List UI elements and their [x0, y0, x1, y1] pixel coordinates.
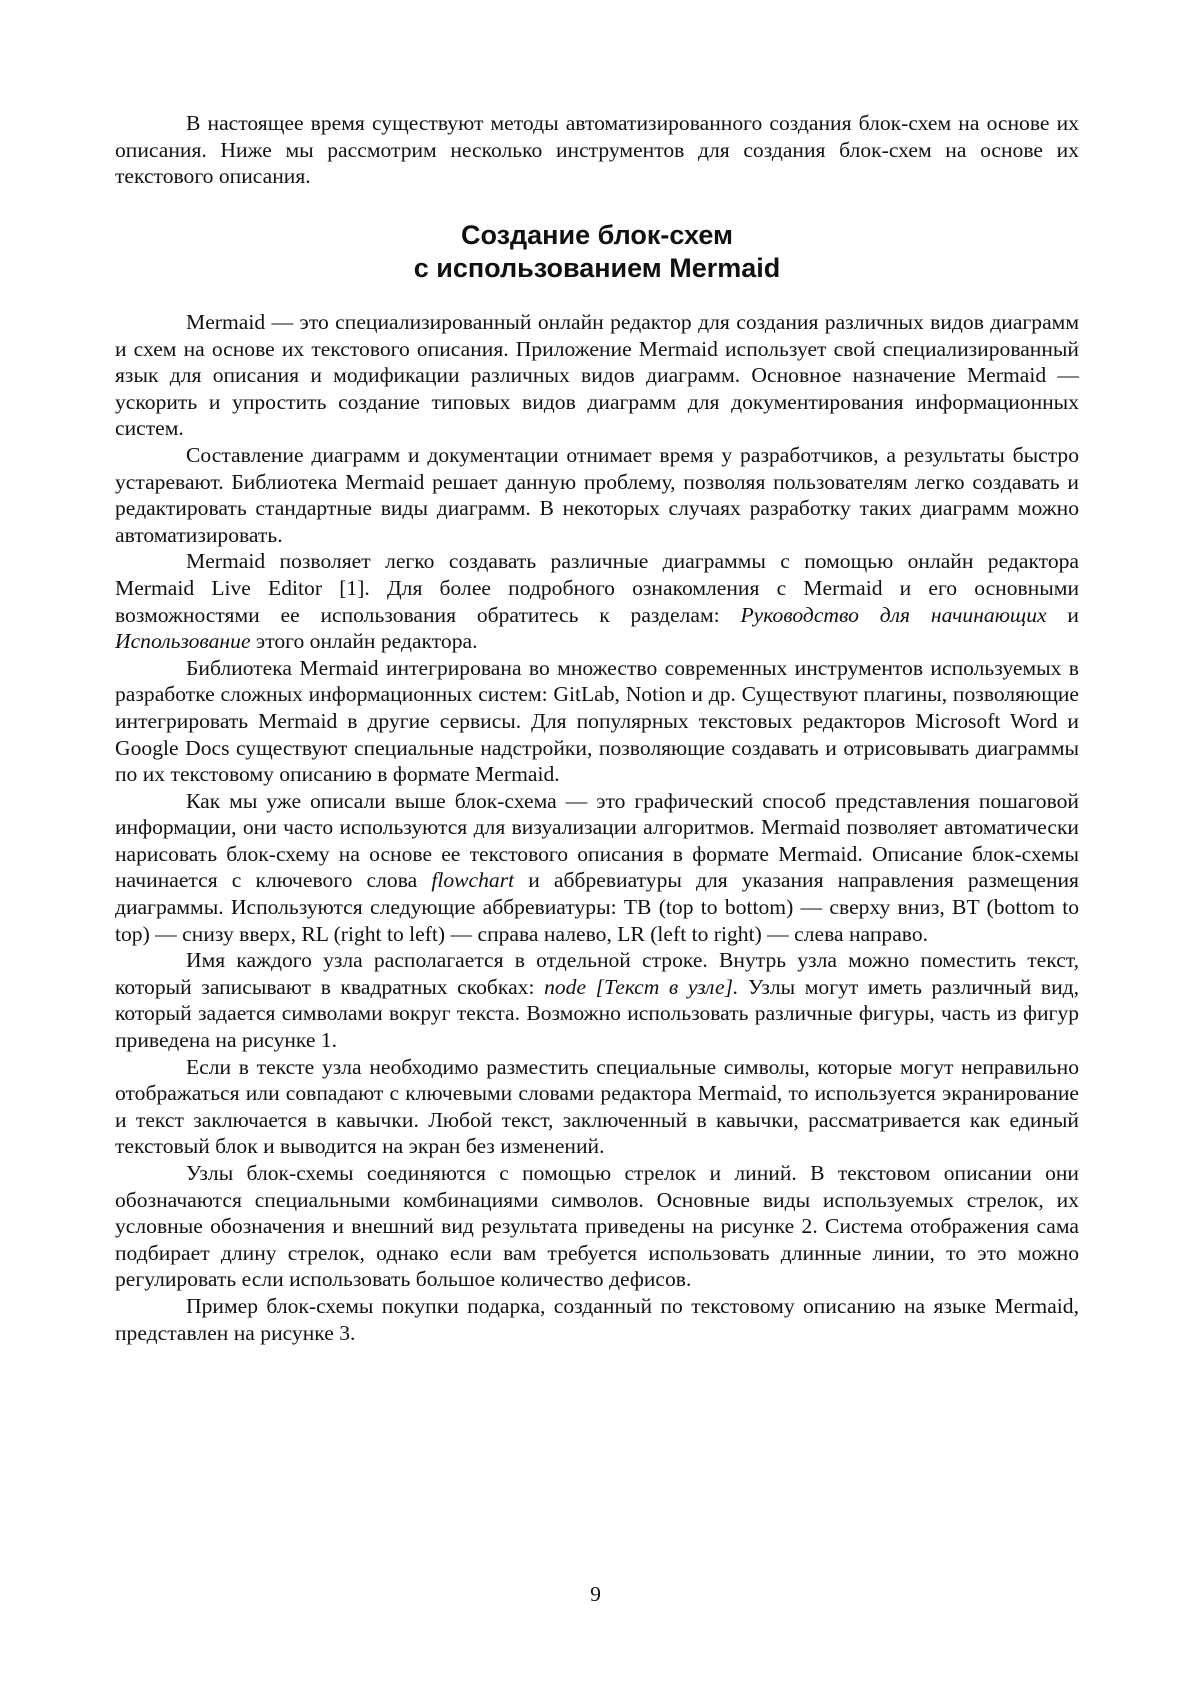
paragraph-documentation: Составление диаграмм и документации отнимает время у разработчиков, а результаты быстро устаревают. Библиотека Mermaid решает данную проблему, позволяя пользователям легко создавать и редактировать стандартные виды диаграмм. В некоторых случаях разработку таких диаграмм можно автоматизировать. — [115, 442, 1079, 547]
italic-term-beginners-guide: Руководство для начинающих — [740, 602, 1047, 627]
italic-term-usage: Использование — [115, 629, 251, 654]
paragraph-arrows: Узлы блок-схемы соединяются с помощью стрелок и линий. В текстовом описании они обозначаются специальными комбинациями символов. Основные виды используемых стрелок, их условные обозначения и внешний вид результата приведены на рисунке 2. Система отображения сама подбирает длину стрелок, однако если вам требуется использовать длинные линии, то это можно регулировать если использовать большое количество дефисов. — [115, 1161, 1079, 1292]
section-heading-line-2: с использованием Mermaid — [413, 253, 781, 283]
paragraph-nodes — [115, 947, 1079, 1053]
text-span: Mermaid позволяет легко создавать различные диаграммы с помощью онлайн редактора Mermaid Live Editor [1]. Для более подробного ознакомления с Mermaid и его основными возможностями ее использования обратитесь к разделам: — [115, 549, 1079, 627]
intro-section — [115, 110, 1079, 190]
paragraph-example: Пример блок-схемы покупки подарка, созданный по текстовому описанию на языке Mermaid, представлен на рисунке 3. — [115, 1293, 1079, 1345]
text-span: этого онлайн редактора. — [250, 629, 478, 654]
paragraph-live-editor — [115, 548, 1079, 654]
page-number: 9 — [590, 1582, 601, 1606]
text-span: и — [1046, 602, 1079, 627]
main-text — [115, 309, 1079, 1346]
text-span: Узлы могут иметь различный вид, который задается символами вокруг текста. Возможно использовать различные фигуры, часть из фигур приведена на рисунке 1. — [115, 974, 1080, 1053]
text-span: Имя каждого узла располагается в отдельной строке. Внутрь узла можно поместить текст, который записывают в квадратных скобках: — [115, 948, 1079, 999]
section-heading — [115, 219, 1079, 285]
italic-code-node-example: node [Текст в узле]. — [544, 974, 739, 999]
paragraph-flowchart-direction — [115, 788, 1079, 948]
text-span: Как мы уже описали выше блок-схема — это графический способ представления пошаговой информации, они часто используются для визуализации алгоритмов. Mermaid позволяет автоматически нарисовать блок-схему на основе ее текстового описания в формате Mermaid. Описание блок-схемы начинается с ключевого слова — [115, 788, 1079, 893]
text-span: и аббревиатуры для указания направления размещения диаграммы. Используются следующие аббревиатуры: TB (top to bottom) — сверху вниз, BT (bottom to top) — снизу вверх, RL (right to left) — справа налево, LR (left to right) — слева направо. — [115, 868, 1079, 946]
intro-paragraph: В настоящее время существуют методы автоматизированного создания блок-схем на основе их описания. Ниже мы рассмотрим несколько инструментов для создания блок-схем на основе их текстового описания. — [115, 111, 1079, 189]
paragraph-integrations: Библиотека Mermaid интегрирована во множество современных инструментов используемых в разработке сложных информационных систем: GitLab, Notion и др. Существуют плагины, позволяющие интегрировать Mermaid в другие сервисы. Для популярных текстовых редакторов Microsoft Word и Google Docs существуют специальные надстройки, позволяющие создавать и отрисовывать диаграммы по их текстовому описанию в формате Mermaid. — [115, 655, 1079, 787]
section-heading-line-1: Создание блок-схем — [460, 220, 734, 250]
paragraph-mermaid-intro: Mermaid — это специализированный онлайн редактор для создания различных видов диаграмм и схем на основе их текстового описания. Приложение Mermaid использует свой специализированный язык для описания и модификации различных видов диаграмм. Основное назначение Mermaid — ускорить и упростить создание типовых видов диаграмм для документирования информационных систем. — [115, 310, 1079, 441]
paragraph-escaping: Если в тексте узла необходимо разместить специальные символы, которые могут неправильно отображаться или совпадают с ключевыми словами редактора Mermaid, то используется экранирование и текст заключается в кавычки. Любой текст, заключенный в кавычки, рассматривается как единый текстовый блок и выводится на экран без изменений. — [115, 1054, 1079, 1159]
italic-term-flowchart: flowchart — [431, 868, 515, 893]
